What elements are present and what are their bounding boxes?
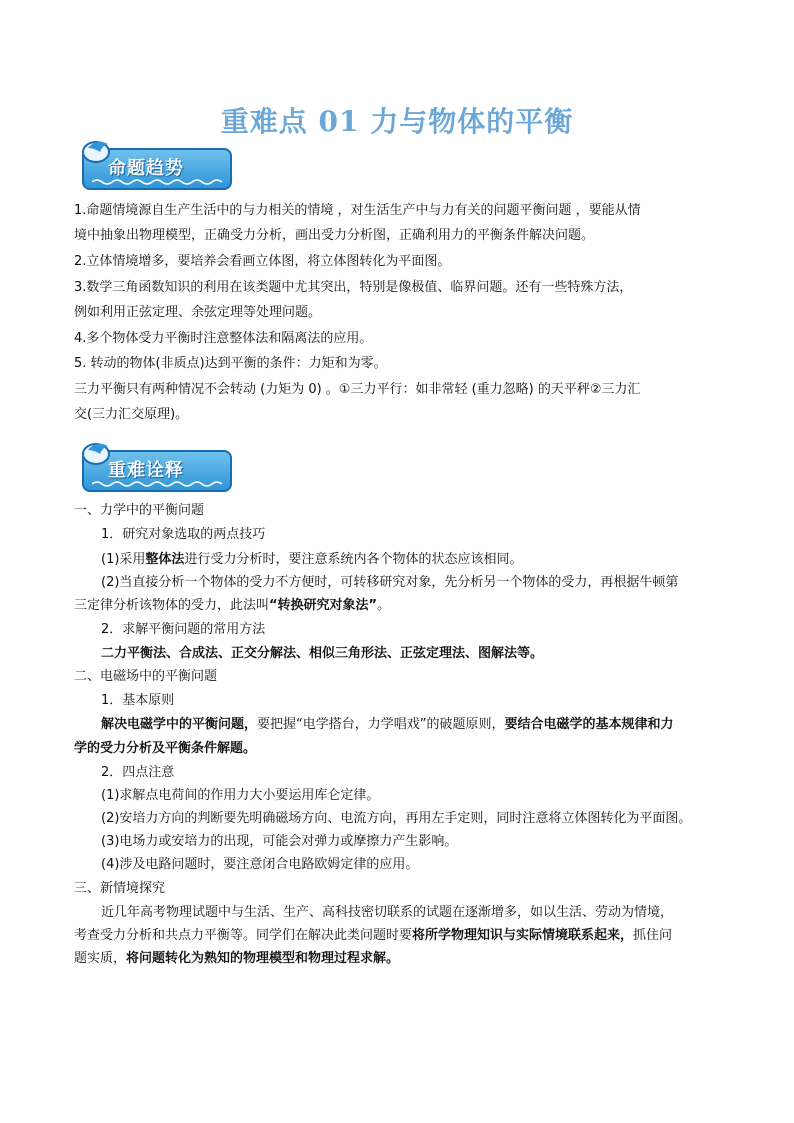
trend-p1-line1: 1.命题情境源自生产生活中的与力相关的情境 ，对生活生产中与力有关的问题平衡问题 ，要能从情: [74, 203, 641, 218]
trend-p1-line2: 境中抽象出物理模型，正确受力分析，画出受力分析图，正确利用力的平衡条件解决问题。: [74, 228, 595, 243]
section3-line1: 近几年高考物理试题中与生活、生产、高科技密切联系的试题在逐渐增多，如以生活、劳动为情境，: [101, 905, 674, 920]
section2-principle-line1: 解决电磁学中的平衡问题，要把握“电学搭台，力学唱戏”的破题原则，要结合电磁学的基本规律和力: [101, 717, 674, 732]
trend-p2: 2.立体情境增多，要培养会看画立体图，将立体图转化为平面图。: [74, 254, 451, 269]
banner-label: 命题趋势: [108, 158, 184, 179]
section3-line3: 题实质，将问题转化为熟知的物理模型和物理过程求解。: [74, 951, 400, 966]
page-title: 重难点 01 力与物体的平衡: [220, 105, 574, 138]
trend-p6-line2: 交(三力汇交原理)。: [74, 407, 189, 422]
section1-subheading-2: 2．求解平衡问题的常用方法: [101, 622, 266, 637]
section1-item-1: (1)采用整体法进行受力分析时，要注意系统内各个物体的状态应该相同。: [101, 552, 523, 567]
section2-subheading-1: 1．基本原则: [101, 693, 175, 708]
trend-p3-line2: 例如利用正弦定理、余弦定理等处理问题。: [74, 305, 322, 320]
section2-principle-line2: 学的受力分析及平衡条件解题。: [74, 741, 257, 756]
section1-heading: 一、力学中的平衡问题: [74, 503, 205, 518]
banner-label: 重难诠释: [108, 460, 184, 481]
section2-note-3: (3)电场力或安培力的出现，可能会对弹力或摩擦力产生影响。: [101, 834, 458, 849]
explain-banner: [78, 444, 234, 494]
section2-subheading-2: 2．四点注意: [101, 765, 175, 780]
trend-p6-line1: 三力平衡只有两种情况不会转动 (力矩为 0) 。①三力平行：如非常轻 (重力忽略) 的天平秤②三力汇: [74, 382, 641, 397]
wave-decoration-icon: [92, 178, 222, 186]
section2-note-2: (2)安培力方向的判断要先明确磁场方向、电流方向，再用左手定则，同时注意将立体图转化为平面图。: [101, 811, 692, 826]
section1-item-2-line1: (2)当直接分析一个物体的受力不方便时，可转移研究对象，先分析另一个物体的受力，再根据牛顿第: [101, 575, 679, 590]
section2-note-4: (4)涉及电路问题时，要注意闭合电路欧姆定律的应用。: [101, 857, 419, 872]
trend-p3-line1: 3.数学三角函数知识的利用在该类题中尤其突出，特别是像极值、临界问题。还有一些特殊方法，: [74, 280, 633, 295]
section1-subheading-1: 1．研究对象选取的两点技巧: [101, 527, 266, 542]
trend-p5: 5. 转动的物体(非质点)达到平衡的条件：力矩和为零。: [74, 356, 387, 371]
section2-heading: 二、电磁场中的平衡问题: [74, 669, 218, 684]
wave-decoration-icon: [92, 480, 222, 488]
trend-p4: 4.多个物体受力平衡时注意整体法和隔离法的应用。: [74, 331, 373, 346]
section3-heading: 三、新情境探究: [74, 881, 166, 896]
section1-item-2-line2: 三定律分析该物体的受力，此法叫“转换研究对象法”。: [74, 598, 391, 613]
section2-note-1: (1)求解点电荷间的作用力大小要运用库仑定律。: [101, 788, 380, 803]
section3-line2: 考查受力分析和共点力平衡等。同学们在解决此类问题时要将所学物理知识与实际情境联系起来，抓住问: [74, 928, 673, 943]
trend-banner: [78, 142, 234, 192]
section1-methods: 二力平衡法、合成法、正交分解法、相似三角形法、正弦定理法、图解法等。: [101, 646, 544, 661]
